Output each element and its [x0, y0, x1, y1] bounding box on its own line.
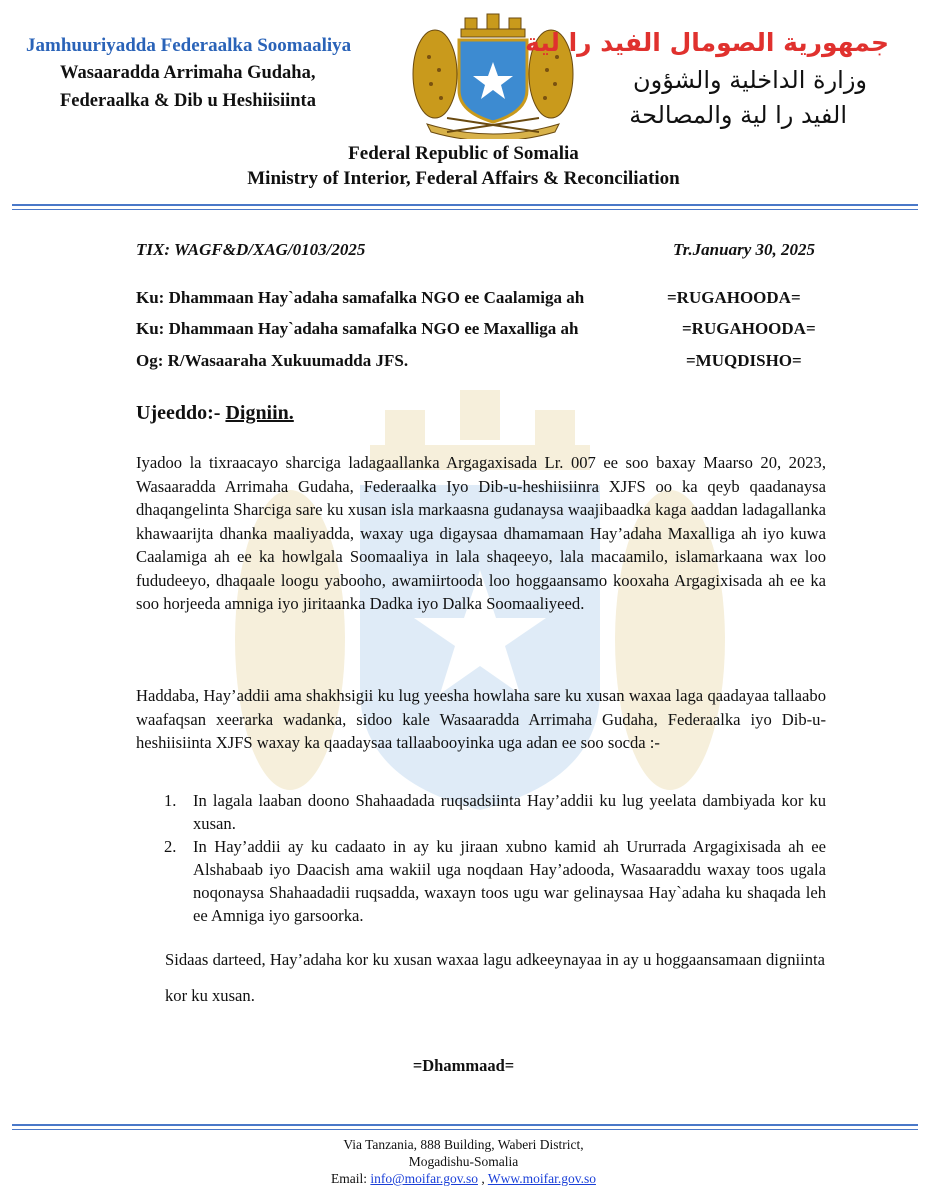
recipient-location: =RUGAHOODA=: [682, 319, 816, 338]
footer-website-link[interactable]: Www.moifar.gov.so: [487, 1171, 596, 1186]
subject-label: Ujeeddo:-: [136, 402, 221, 424]
subject-line: [136, 402, 294, 425]
recipient-line: Og: R/Wasaaraha Xukuumadda JFS.: [136, 351, 409, 370]
list-item-number: 2.: [164, 837, 177, 856]
header-republic-en: Federal Republic of Somalia: [348, 143, 579, 164]
header-ministry-ar-line2: الفيد را لية والمصالحة: [629, 101, 847, 129]
footer-contact: [0, 1170, 927, 1188]
closing-paragraph: Sidaas darteed, Hay’adaha kor ku xusan waxaa lagu adkeeynayaa in ay u hoggaansamaan digniinta kor ku xusan.: [165, 950, 825, 1005]
footer-separator: ,: [481, 1171, 485, 1186]
list-item: [136, 789, 826, 835]
action-list: [136, 789, 826, 927]
list-item-number: 1.: [164, 791, 177, 810]
body-paragraph-1: Iyadoo la tixraacayo sharciga ladagaallanka Argagaxisada Lr. 007 ee soo baxay Maarso 20, 2023, Wasaaradda Arrimaha Gudaha, Federaalka Iyo Dib-u-heshiisiinra XJFS oo ka qeyb qaadanaysa dhaqangelinta Sharciga sare ku xusan isla markaasna gudanaysa waajibaadka kaga aaddan ladagallanka khawaarijta dhanka maaliyadda, waxay uga digaysaa dhamamaan Hay’adaha Maxalliga ah iyo kuwa Caalamiga ah ee ka howlgala Soomaaliya in lala shaqeeyo, lala macaamilo, islamarkaana wax loo fududeeyo, dhaqaale loogu yabooho, awamiirtooda loo hoggaansamo kooxaha Argagixisada ah ee ka soo horjeeda amniga iyo jiritaanka Dadka iyo Dalka Soomaaliyeed.: [136, 453, 826, 613]
footer-rule-bottom: [12, 1129, 918, 1130]
header-republic-so: Jamhuuriyadda Federaalka Soomaaliya: [26, 35, 352, 56]
recipient-location: =RUGAHOODA=: [667, 288, 801, 307]
recipient-line: Ku: Dhammaan Hay`adaha samafalka NGO ee Maxalliga ah: [136, 319, 579, 338]
header-ministry-ar-line1: وزارة الداخلية والشؤون: [633, 66, 867, 94]
reference-number: TIX: WAGF&D/XAG/0103/2025: [136, 240, 366, 259]
footer-rule-top: [12, 1124, 918, 1126]
recipient-line: Ku: Dhammaan Hay`adaha samafalka NGO ee Caalamiga ah: [136, 288, 585, 307]
body-paragraph-2: Haddaba, Hay’addii ama shakhsigii ku lug yeesha howlaha sare ku xusan waxaa laga qaadayaa tallaabo waafaqsan xeerarka wadanka, sidoo kale Wasaaradda Arrimaha Gudaha, Federaalka iyo Dib-u-heshiisiinta XJFS waxay ka qaadaysaa tallaabooyinka uga adan ee soo socda :-: [136, 686, 826, 752]
header-ministry-so-line1: Wasaaradda Arrimaha Gudaha,: [60, 63, 316, 83]
header-ministry-en: Ministry of Interior, Federal Affairs & Reconciliation: [247, 168, 680, 189]
header-rule-bottom: [12, 209, 918, 210]
footer-email-label: Email:: [331, 1171, 368, 1186]
list-item: [136, 835, 826, 927]
letter-date: Tr.January 30, 2025: [672, 240, 815, 259]
recipient-location: =MUQDISHO=: [686, 351, 802, 370]
header-ministry-so-line2: Federaalka & Dib u Heshiisiinta: [60, 91, 316, 111]
list-item-text: In Hay’addii ay ku cadaato in ay ku jiraan xubno kamid ah Ururrada Argagixisada ah ee Alshabaab iyo Daacish ama wakiil uga noqdaan Hay’adooda, Wasaaraddu waxay toos ugala noqonaysa Shahaadadii ruqsadda, waxayn toos ugu war gelinaysaa Hay`adaha ku shaqada leh ee Amniga iyo garsoorka.: [193, 837, 826, 925]
subject-text: Digniin.: [225, 402, 294, 424]
end-mark: =Dhammaad=: [412, 1056, 515, 1075]
list-item-text: In lagala laaban doono Shahaadada ruqsadsiinta Hay’addii ku lug yeelata dambiyada kor ku xusan.: [193, 791, 826, 833]
footer-address-line2: Mogadishu-Somalia: [408, 1154, 519, 1169]
footer-email-link[interactable]: info@moifar.gov.so: [370, 1171, 478, 1186]
header-rule-top: [12, 204, 918, 206]
header-republic-ar: جمهورية الصومال الفيد را لية: [525, 28, 889, 57]
footer-address-line1: Via Tanzania, 888 Building, Waberi District,: [343, 1137, 584, 1152]
